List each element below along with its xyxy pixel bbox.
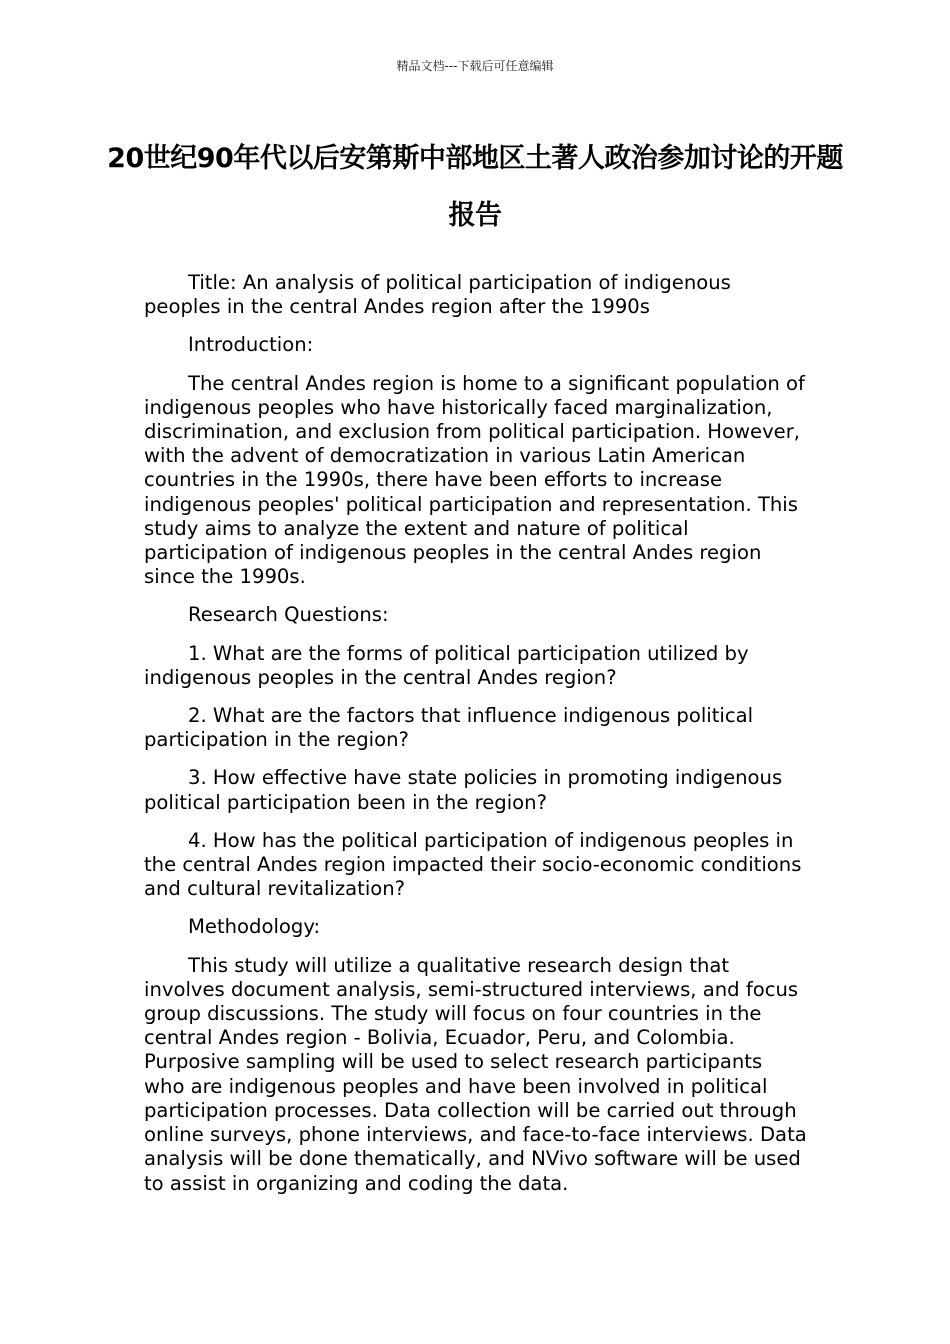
research-question-1: 1. What are the forms of political participation utilized by indigenous peoples in the central Andes region? — [144, 641, 749, 689]
document-title: 20世纪90年代以后安第斯中部地区土著人政治参加讨论的开题报告 — [107, 143, 843, 231]
paragraph-title: Title: An analysis of political participation of indigenous peoples in the central Andes region after the 1990s — [144, 271, 731, 319]
research-question-3: 3. How effective have state policies in promoting indigenous political participation been in the region? — [144, 766, 783, 814]
research-question-4: 4. How has the political participation of indigenous peoples in the central Andes region impacted their socio-economic conditions and cultural revitalization? — [144, 828, 802, 901]
heading-introduction: Introduction: — [188, 333, 314, 357]
paragraph-methodology: This study will utilize a qualitative research design that involves document analysis, semi-structured interviews, and focus group discussions. The study will focus on four countries in the central Andes region - Bolivia, Ecuador, Peru, and Colombia. Purposive sampling will be used to select research participants who are indigenous peoples and have been involved in political participation processes. Data collection will be carried out through online surveys, phone interviews, and face-to-face interviews. Data analysis will be done thematically, and NVivo software will be used to assist in organizing and coding the data. — [144, 953, 807, 1195]
page-header: 精品文档---下载后可任意编辑 — [396, 59, 554, 73]
research-question-2: 2. What are the factors that influence indigenous political participation in the region? — [144, 704, 754, 752]
document-body — [144, 271, 808, 1210]
paragraph-introduction: The central Andes region is home to a significant population of indigenous peoples who have historically faced marginalization, discrimination, and exclusion from political participation. However, with the advent of democratization in various Latin American countries in the 1990s, there have been efforts to increase indigenous peoples' political participation and representation. This study aims to analyze the extent and nature of political participation of indigenous peoples in the central Andes region since the 1990s. — [144, 371, 805, 589]
heading-research-questions: Research Questions: — [188, 603, 389, 627]
heading-methodology: Methodology: — [188, 915, 321, 939]
